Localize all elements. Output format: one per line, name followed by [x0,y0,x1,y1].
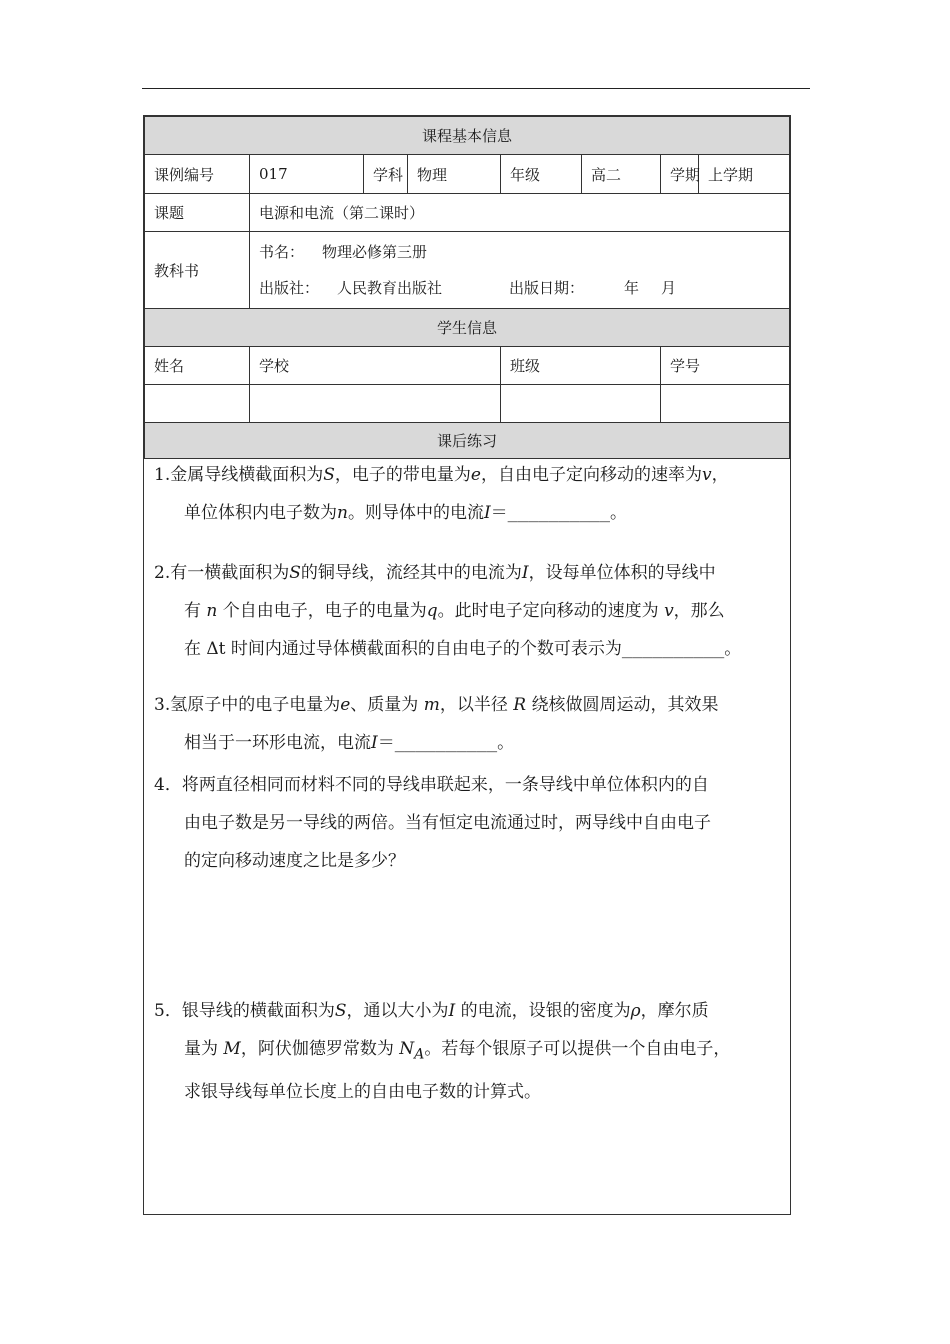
class-label: 班级 [501,347,661,385]
textbook-cell [250,232,790,309]
student-id-field[interactable] [661,385,790,423]
student-id-label [661,347,790,385]
name-label: 姓名 [145,347,250,385]
publisher-label: 出版社： [259,279,320,297]
publisher-line [259,270,780,306]
month-label: 月 [661,279,677,297]
pub-date-label: 出版日期： [509,279,585,297]
subject-label: 学科 [364,155,408,194]
info-table [144,116,790,459]
year-label: 年 [624,279,640,297]
section-student-info: 学生信息 [145,309,790,347]
question-4: 4．将两直径相同而材料不同的导线串联起来，一条导线中单位体积内的自 由电子数是另一导线的两倍。当有恒定电流通过时，两导线中自由电子 的定向移动速度之比是多少？ [154,775,711,871]
grade-label: 年级 [501,155,582,194]
book-name-line [259,234,780,270]
case-no-value: 017 [250,155,364,194]
subject-value: 物理 [408,155,501,194]
header-rule [142,88,810,89]
term-value: 上学期 [699,155,790,194]
topic-value: 电源和电流（第二课时） [250,194,790,232]
question-2: 2.有一横截面积为S的铜导线，流经其中的电流为I，设每单位体积的导线中 有 n 个自由电子，电子的电量为q。此时电子定向移动的速度为 v，那么 在 Δt 时间内通过导体横截面积的自由电子的个数可表示为__________。 [154,563,742,659]
term-label: 学期 [661,155,699,194]
case-no-label: 课例编号 [145,155,250,194]
book-name-label: 书名： [259,243,305,261]
class-field[interactable] [501,385,661,423]
section-homework: 课后练习 [145,423,790,459]
textbook-label: 教科书 [145,232,250,309]
question-5: 5．银导线的横截面积为S，通以大小为I 的电流，设银的密度为ρ，摩尔质 量为 M，阿伏伽德罗常数为 $N_A$。若每个银原子可以提供一个自由电子， 求银导线每单位长度上的自由电子数的计算式。 [154,1001,731,1103]
school-field[interactable] [250,385,501,423]
question-1: 1.金属导线横截面积为S，电子的带电量为e，自由电子定向移动的速率为v， 单位体积内电子数为n。则导体中的电流I＝__________。 [154,465,729,523]
course-sheet [143,115,791,1215]
answer-blank-2[interactable]: __________ [621,639,725,659]
answer-blank-3[interactable]: __________ [394,733,498,753]
grade-value: 高二 [582,155,661,194]
topic-label: 课题 [145,194,250,232]
answer-blank-1[interactable]: __________ [507,503,611,523]
student-id-label-text: 学号 [670,357,701,375]
name-field[interactable] [145,385,250,423]
school-label: 学校 [250,347,501,385]
question-3: 3.氢原子中的电子电量为e、质量为 m，以半径 R 绕核做圆周运动，其效果 相当于一环形电流，电流I＝__________。 [154,695,719,753]
section-basic-info: 课程基本信息 [145,117,790,155]
book-name-value: 物理必修第三册 [322,243,428,261]
publisher-value: 人民教育出版社 [337,279,443,297]
